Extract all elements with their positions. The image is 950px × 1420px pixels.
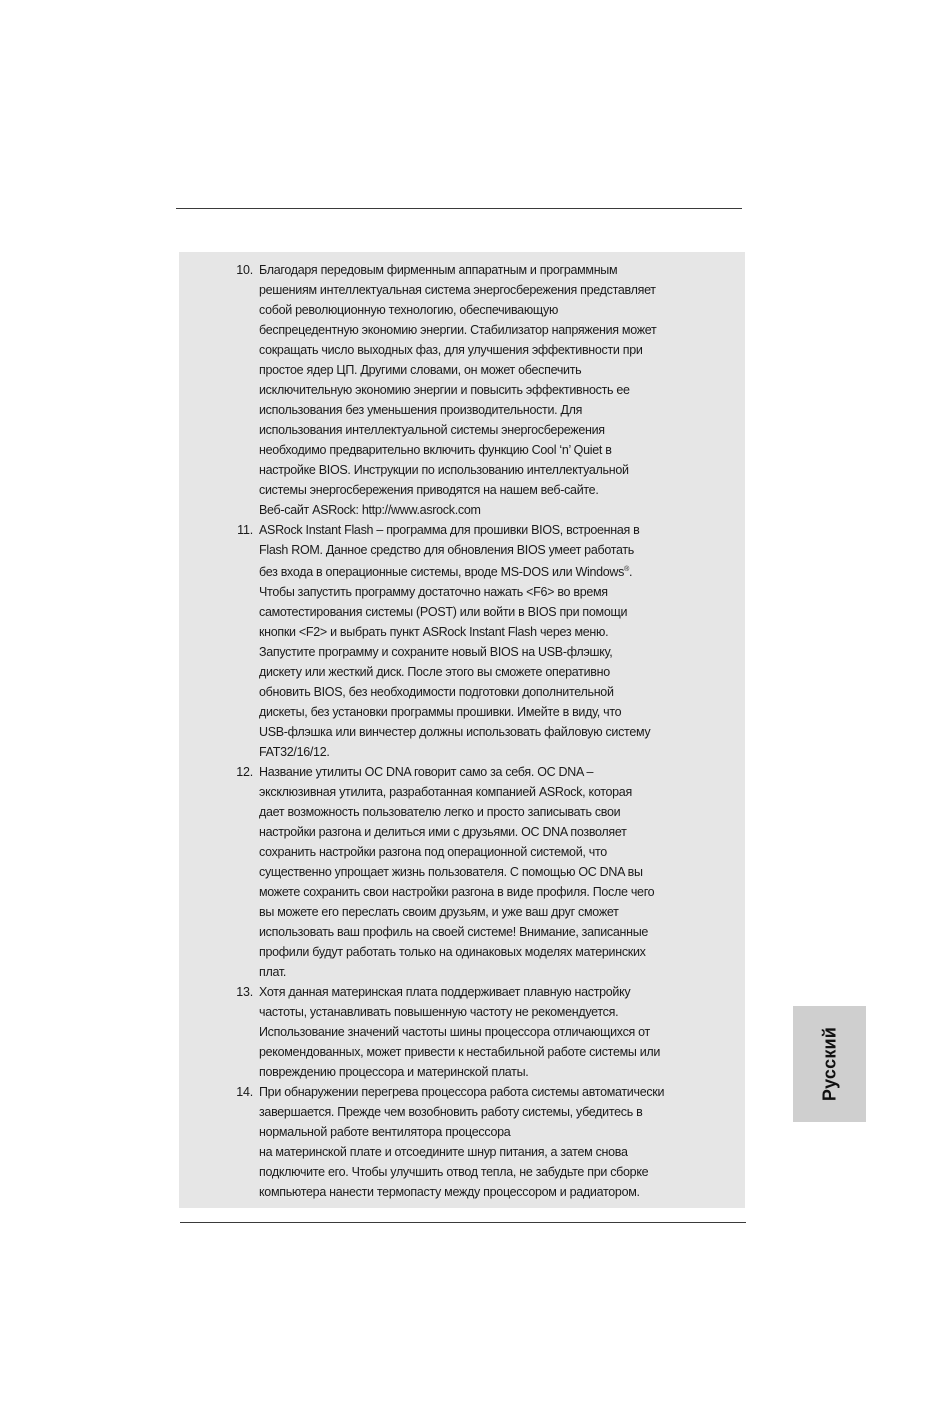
text-line: решениям интеллектуальная система энергосбережения представляет — [259, 283, 656, 297]
text-line: простое ядер ЦП. Другими словами, он может обеспечить — [259, 363, 582, 377]
item-number: 11. — [237, 523, 253, 537]
text-line: профили будут работать только на одинаковых моделях материнских — [259, 945, 646, 959]
text-line: существенно упрощает жизнь пользователя. С помощью OC DNA вы — [259, 865, 643, 879]
text-line: вы можете его переслать своим друзьям, и уже ваш друг сможет — [259, 905, 619, 919]
top-rule — [176, 208, 742, 209]
text-line: рекомендованных, может привести к нестабильной работе системы или — [259, 1045, 661, 1059]
text-line: на материнской плате и отсоедините шнур питания, а затем снова — [259, 1145, 628, 1159]
text-line: без входа в операционные системы, вроде MS-DOS или Windows®. — [259, 565, 633, 579]
text-line: необходимо предварительно включить функцию Cool ‘n’ Quiet в — [259, 443, 612, 457]
bottom-rule — [180, 1222, 746, 1223]
text-line: плат. — [259, 965, 287, 979]
text-line: использовать ваш профиль на своей системе! Внимание, записанные — [259, 925, 649, 939]
text-line: самотестирования системы (POST) или войти в BIOS при помощи — [259, 605, 628, 619]
text-line: Чтобы запустить программу достаточно нажать <F6> во время — [259, 585, 608, 599]
text-line: Хотя данная материнская плата поддерживает плавную настройку — [259, 985, 631, 999]
item-number: 12. — [236, 765, 253, 779]
text-line: Веб-сайт ASRock: http://www.asrock.com — [259, 503, 481, 517]
text-line: системы энергосбережения приводятся на нашем веб-сайте. — [259, 483, 599, 497]
text-line: Запустите программу и сохраните новый BIOS на USB-флэшку, — [259, 645, 613, 659]
language-tab — [793, 1006, 866, 1122]
text-line: USB-флэшка или винчестер должны использовать файловую систему — [259, 725, 651, 739]
text-line: частоты, устанавливать повышенную частоту не рекомендуется. — [259, 1005, 619, 1019]
text-line: подключите его. Чтобы улучшить отвод тепла, не забудьте при сборке — [259, 1165, 649, 1179]
text-line: Благодаря передовым фирменным аппаратным и программным — [259, 263, 618, 277]
language-label: Русский — [819, 1026, 839, 1102]
text-line: дискету или жесткий диск. После этого вы сможете оперативно — [259, 665, 610, 679]
text-line: повреждению процессора и материнской платы. — [259, 1065, 529, 1079]
item-number: 10. — [236, 263, 253, 277]
text-line: кнопки <F2> и выбрать пункт ASRock Instant Flash через меню. — [259, 625, 609, 639]
text-line: беспрецедентную экономию энергии. Стабилизатор напряжения может — [259, 323, 657, 337]
text-line: FAT32/16/12. — [259, 745, 330, 759]
text-line: собой революционную технологию, обеспечивающую — [259, 303, 559, 317]
text-line: дискеты, без установки программы прошивки. Имейте в виду, что — [259, 705, 622, 719]
text-line: завершается. Прежде чем возобновить работу системы, убедитесь в — [259, 1105, 643, 1119]
text-line: дает возможность пользователю легко и просто записывать свои — [259, 805, 621, 819]
text-line: ASRock Instant Flash – программа для прошивки BIOS, встроенная в — [259, 523, 640, 537]
text-line: настройке BIOS. Инструкции по использованию интеллектуальной — [259, 463, 629, 477]
list-item — [226, 1082, 716, 1202]
text-line: При обнаружении перегрева процессора работа системы автоматически — [259, 1085, 665, 1099]
list-item — [226, 260, 716, 520]
item-number: 13. — [236, 985, 253, 999]
text-line: Использование значений частоты шины процессора отличающихся от — [259, 1025, 650, 1039]
text-line: эксклюзивная утилита, разработанная компанией ASRock, которая — [259, 785, 632, 799]
list-item — [226, 982, 716, 1082]
text-line: сохранить настройки разгона под операционной системой, что — [259, 845, 607, 859]
text-line: сокращать число выходных фаз, для улучшения эффективности при — [259, 343, 643, 357]
text-line: Название утилиты OC DNA говорит само за себя. OC DNA – — [259, 765, 594, 779]
text-line: можете сохранить свои настройки разгона в виде профиля. После чего — [259, 885, 655, 899]
text-line: обновить BIOS, без необходимости подготовки дополнительной — [259, 685, 614, 699]
item-number: 14. — [236, 1085, 253, 1099]
list-item — [226, 762, 716, 982]
text-line: исключительную экономию энергии и повысить эффективность ее — [259, 383, 630, 397]
registered-mark: ® — [624, 566, 629, 573]
text-line: использования интеллектуальной системы энергосбережения — [259, 423, 605, 437]
text-line: использования без уменьшения производительности. Для — [259, 403, 583, 417]
text-line: настройки разгона и делиться ими с друзьями. OC DNA позволяет — [259, 825, 627, 839]
feature-list — [226, 260, 716, 1202]
text-line: нормальной работе вентилятора процессора — [259, 1125, 511, 1139]
text-line: компьютера нанести термопасту между процессором и радиатором. — [259, 1185, 640, 1199]
list-item — [226, 520, 716, 762]
text-line: Flash ROM. Данное средство для обновления BIOS умеет работать — [259, 543, 635, 557]
